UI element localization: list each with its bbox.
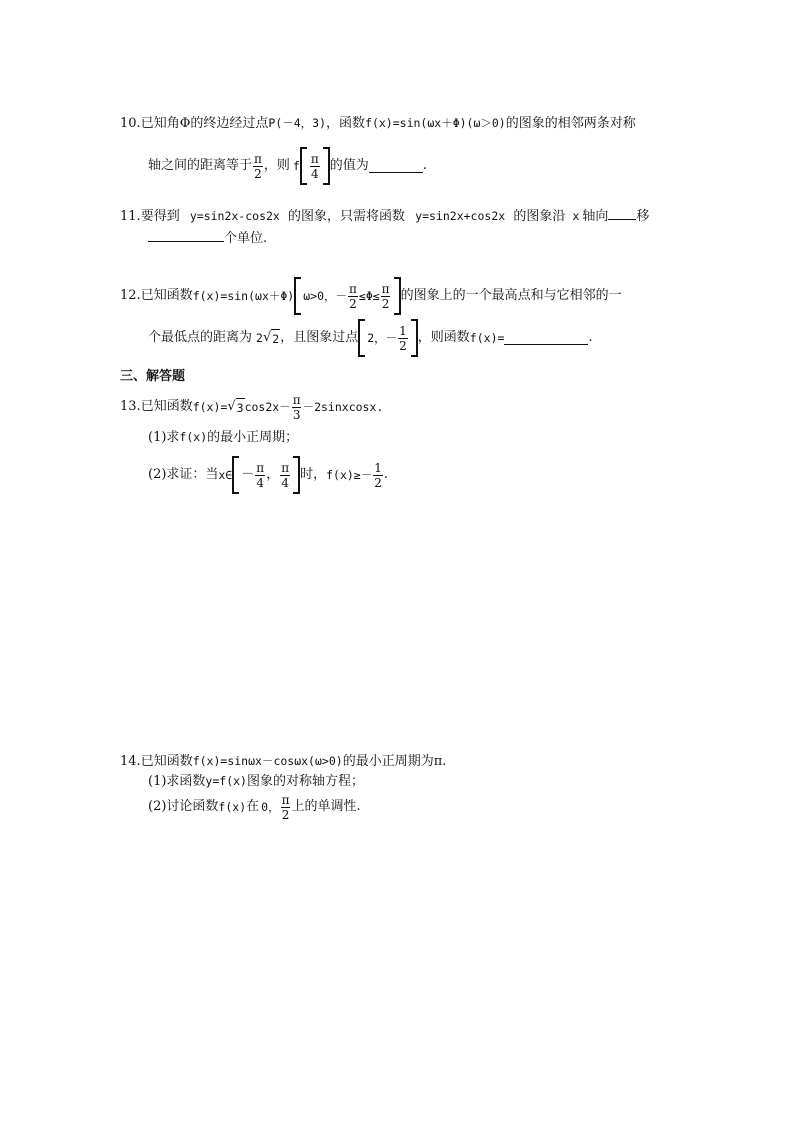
condition-group: ω>0，－ $\frac{\pi}{2}$ ≤Φ≤ $\frac{\pi}{2}$	[294, 277, 400, 315]
question-number: 10.	[120, 116, 141, 131]
q11-line1: 11.要得到 y=sin2x-cos2x 的图象，只需将函数 y=sin2x+cos2x 的图象沿 x 轴向 移	[120, 209, 650, 224]
q13-part2: (2)求证：当 x∈ － $\frac{\pi}{4}$ ， $\frac{\pi}{4}$ 时， f(x)≥－ $\frac{1}{2}$ .	[148, 454, 388, 496]
q10-line1: 10.已知角Φ的终边经过点P(－4，3)，函数f(x)=sin(ωx＋Φ)(ω＞0)的图象的相邻两条对称	[120, 116, 636, 131]
q13-line1: 13. 已知函数 f(x)= √ 3 cos2x－ $\frac{\pi}{3}$ －2sinxcosx.	[120, 392, 384, 422]
q13-part1: (1)求f(x)的最小正周期；	[148, 430, 299, 445]
q14-line1: 14.已知函数f(x)=sinωx－cosωx(ω>0)的最小正周期为π.	[120, 754, 447, 769]
answer-blank	[369, 160, 423, 173]
paren-group: $\frac{\pi}{4}$	[300, 147, 330, 185]
fraction: $\frac{1}{2}$	[374, 460, 382, 490]
sqrt: √ 3	[227, 398, 244, 415]
question-number: 12.	[120, 288, 141, 303]
q14-part1: (1)求函数y=f(x)图象的对称轴方程；	[148, 774, 364, 789]
fraction: $\frac{\pi}{2}$	[281, 792, 290, 822]
question-number: 13.	[120, 399, 141, 414]
sqrt: √ 2	[262, 329, 280, 346]
interval-group: － $\frac{\pi}{4}$ ， $\frac{\pi}{4}$	[232, 456, 300, 494]
q10-line2: 轴之间的距离等于 $\frac{\pi}{2}$ ，则 f $\frac{\pi}{4}$ 的值为 .	[148, 146, 427, 186]
question-number: 11.	[120, 209, 141, 224]
q12-line2: 个最低点的距离为 2 √ 2 ，且图象过点 2，－ $\frac{1}{2}$ ，则函数 f(x)= .	[148, 318, 593, 358]
point-group: 2，－ $\frac{1}{2}$	[358, 319, 418, 357]
question-number: 14.	[120, 754, 141, 769]
answer-blank	[148, 229, 224, 242]
section-heading: 三、解答题	[120, 369, 186, 384]
q12-line1: 12. 已知函数 f(x)=sin(ωx＋Φ) ω>0，－ $\frac{\pi}{2}$ ≤Φ≤ $\frac{\pi}{2}$ 的图象上的一个最高点和与它相邻的一	[120, 276, 622, 316]
answer-blank	[608, 207, 636, 220]
fraction: $\frac{\pi}{2}$	[254, 151, 262, 181]
fraction: $\frac{\pi}{3}$	[292, 392, 301, 422]
answer-blank	[504, 332, 588, 345]
q11-line2: 个单位.	[148, 229, 267, 248]
q14-part2: (2)讨论函数 f(x) 在 0， $\frac{\pi}{2}$ 上的单调性.	[148, 792, 361, 822]
